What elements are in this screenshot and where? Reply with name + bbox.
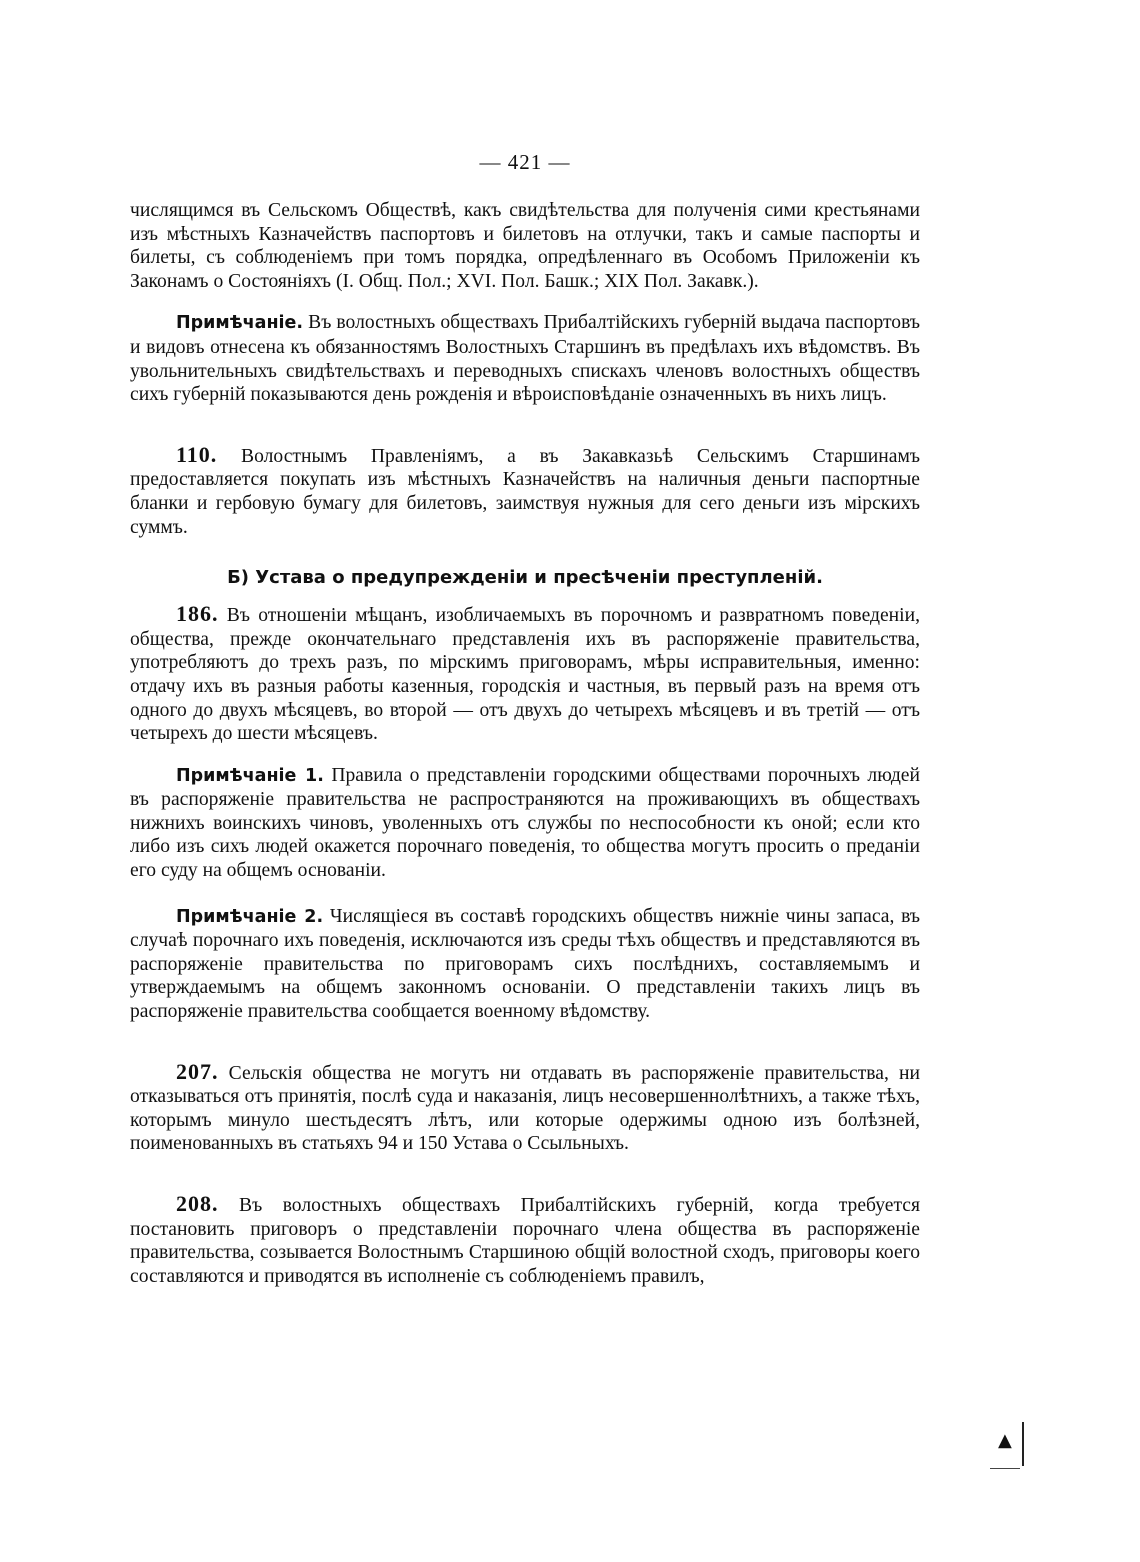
- article-number: 186.: [176, 601, 219, 627]
- article-207: [130, 1060, 920, 1156]
- document-page: [130, 150, 920, 1288]
- margin-rule: [990, 1468, 1020, 1469]
- note-paragraph: [130, 905, 920, 1024]
- note-label: Примѣчаніе 1.: [176, 765, 324, 786]
- article-text: Въ волостныхъ обществахъ Прибалтійскихъ губерній, когда требуется постановить приговоръ о представленіи порочнаго члена общества въ распоряженіе правительства, созывается Волостнымъ Старшиною общій волостной сходъ, приговоры коего составляются и приводятся въ исполненіе съ соблюденіемъ правилъ,: [130, 1195, 920, 1287]
- note-text: Въ волостныхъ обществахъ Прибалтійскихъ губерній выдача паспортовъ и видовъ отнесена къ обязанностямъ Волостныхъ Старшинъ въ предѣлахъ ихъ вѣдомствъ. Въ увольнительныхъ свидѣтельствахъ и переводныхъ спискахъ членовъ волостныхъ обществъ сихъ губерній показываются день рожденія и вѣроисповѣданіе означенныхъ въ нихъ лицъ.: [130, 312, 920, 406]
- section-heading: Б) Устава о предупрежденіи и пресѣченіи преступленій.: [227, 567, 823, 589]
- article-110: [130, 443, 920, 539]
- margin-line-mark: [1022, 1422, 1024, 1466]
- note-label: Примѣчаніе.: [176, 313, 304, 334]
- margin-tick-icon: ▲: [998, 1430, 1012, 1451]
- article-text: Волостнымъ Правленіямъ, а въ Закавказьѣ Сельскимъ Старшинамъ предоставляется покупать изъ мѣстныхъ Казначействъ на наличныя деньги паспортные бланки и гербовую бумагу для билетовъ, заимствуя нужныя для сего деньги изъ мірскихъ суммъ.: [130, 445, 920, 538]
- page-number: — 421 —: [479, 150, 571, 174]
- article-text: Сельскія общества не могутъ ни отдавать въ распоряженіе правительства, ни отказываться отъ принятія, послѣ суда и наказанія, лицъ несовершеннолѣтнихъ, а также тѣхъ, которымъ минуло шестьдесятъ лѣтъ, или которые одержимы одною изъ болѣзней, поименованныхъ въ статьяхъ 94 и 150 Устава о Ссыльныхъ.: [130, 1062, 920, 1155]
- note-label: Примѣчаніе 2.: [176, 906, 324, 927]
- article-186: [130, 602, 920, 746]
- article-208: [130, 1192, 920, 1288]
- paragraph-continuation: [130, 199, 920, 293]
- note-paragraph: [130, 764, 920, 883]
- paragraph-text: числящимся въ Сельскомъ Обществѣ, какъ свидѣтельства для полученія сими крестьянами изъ мѣстныхъ Казначействъ паспортовъ и билетовъ на отлучки, такъ и самые паспорты и билеты, съ соблюденіемъ при томъ порядка, опредѣленнаго въ Особомъ Приложеніи къ Законамъ о Состояніяхъ (I. Общ. Пол.; XVI. Пол. Башк.; XIX Пол. Закавк.).: [130, 200, 920, 292]
- note-paragraph: [130, 311, 920, 406]
- article-number: 208.: [176, 1191, 219, 1216]
- article-number: 207.: [176, 1058, 219, 1084]
- article-text: Въ отношеніи мѣщанъ, изобличаемыхъ въ порочномъ и развратномъ поведеніи, общества, прежде окончательнаго представленія ихъ въ распоряженіе правительства, употребляютъ до трехъ разъ, по мірскимъ приговорамъ, мѣры исправительныя, именно: отдачу ихъ въ разныя работы казенныя, городскія и частныя, въ первый разъ на время отъ одного до двухъ мѣсяцевъ, во второй — отъ двухъ до четырехъ мѣсяцевъ и въ третій — отъ четырехъ до шести мѣсяцевъ.: [130, 605, 920, 745]
- article-number: 110.: [176, 441, 218, 467]
- note-text: Правила о представленіи городскими обществами порочныхъ людей въ распоряженіе правительства не распространяются на проживающихъ въ обществахъ нижнихъ воинскихъ чиновъ, уволенныхъ отъ службы по неспособности къ оной; если кто либо изъ сихъ людей окажется порочнаго поведенія, то общества могутъ просить о преданіи его суду на общемъ основаніи.: [130, 764, 920, 882]
- note-text: Числящіеся въ составѣ городскихъ обществъ нижніе чины запаса, въ случаѣ порочнаго ихъ поведенія, исключаются изъ среды тѣхъ обществъ и представляются въ распоряженіе правительства по приговорамъ сихъ послѣднихъ, составляемымъ и утверждаемымъ на общемъ законномъ основаніи. О представленіи такихъ лицъ въ распоряженіе правительства сообщается военному вѣдомству.: [130, 905, 920, 1023]
